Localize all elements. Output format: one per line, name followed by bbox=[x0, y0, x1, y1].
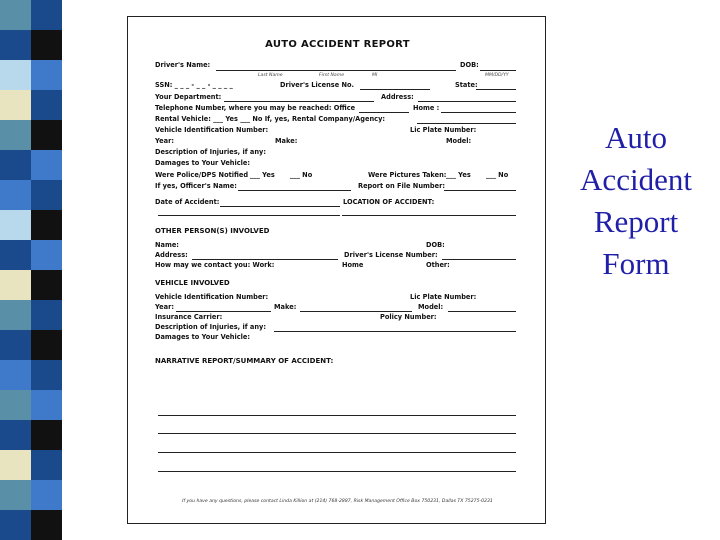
stripe-cell bbox=[31, 120, 62, 150]
vehicle-lic-plate-label: Lic Plate Number: bbox=[410, 293, 477, 301]
stripe-cell bbox=[0, 150, 31, 180]
narrative-line-4[interactable] bbox=[158, 471, 516, 472]
stripe-cell bbox=[0, 0, 31, 30]
report-on-file-label: Report on File Number: bbox=[358, 182, 445, 190]
slide-title-line-1: Auto bbox=[605, 120, 667, 155]
stripe-cell bbox=[0, 390, 31, 420]
stripe-row bbox=[0, 270, 62, 300]
stripe-row bbox=[0, 390, 62, 420]
stripe-cell bbox=[31, 270, 62, 300]
stripe-row bbox=[0, 120, 62, 150]
narrative-line-2[interactable] bbox=[158, 433, 516, 434]
decorative-stripe bbox=[0, 0, 62, 540]
stripe-cell bbox=[31, 300, 62, 330]
model-label: Model: bbox=[446, 137, 472, 145]
state-line[interactable] bbox=[476, 89, 516, 90]
stripe-cell bbox=[31, 450, 62, 480]
accident-line-2[interactable] bbox=[342, 215, 516, 216]
dob-line[interactable] bbox=[480, 70, 516, 71]
accident-line-1[interactable] bbox=[158, 215, 340, 216]
stripe-cell bbox=[31, 510, 62, 540]
pictures-yes-option[interactable]: ___ Yes bbox=[446, 171, 471, 179]
address-label: Address: bbox=[381, 93, 414, 101]
stripe-cell bbox=[31, 330, 62, 360]
stripe-cell bbox=[0, 480, 31, 510]
stripe-row bbox=[0, 210, 62, 240]
police-notified-label: Were Police/DPS Notified bbox=[155, 171, 249, 179]
vehicle-year-line[interactable] bbox=[176, 311, 271, 312]
state-label: State: bbox=[455, 81, 478, 89]
stripe-cell bbox=[0, 90, 31, 120]
stripe-cell bbox=[0, 270, 31, 300]
stripe-cell bbox=[0, 360, 31, 390]
stripe-cell bbox=[0, 240, 31, 270]
stripe-cell bbox=[31, 180, 62, 210]
stripe-cell bbox=[31, 0, 62, 30]
stripe-row bbox=[0, 480, 62, 510]
other-address-line[interactable] bbox=[192, 259, 338, 260]
stripe-cell bbox=[0, 30, 31, 60]
stripe-cell bbox=[31, 420, 62, 450]
home-phone-line[interactable] bbox=[441, 112, 516, 113]
vehicle-desc-injuries-label: Description of Injuries, if any: bbox=[155, 323, 266, 331]
vehicle-model-line[interactable] bbox=[448, 311, 516, 312]
drivers-license-no-line[interactable] bbox=[360, 89, 430, 90]
mi-caption: MI bbox=[372, 73, 378, 78]
stripe-row bbox=[0, 150, 62, 180]
stripe-row bbox=[0, 180, 62, 210]
vehicle-involved-heading: VEHICLE INVOLVED bbox=[155, 279, 230, 287]
make-label: Make: bbox=[275, 137, 298, 145]
ssn-label: SSN: _ _ _ - _ _ - _ _ _ _ bbox=[155, 81, 233, 89]
pictures-no-option[interactable]: ___ No bbox=[486, 171, 509, 179]
lic-plate-label: Lic Plate Number: bbox=[410, 126, 477, 134]
policy-number-label: Policy Number: bbox=[380, 313, 437, 321]
police-yes-option[interactable]: ___ Yes bbox=[250, 171, 275, 179]
stripe-row bbox=[0, 300, 62, 330]
damages-label: Damages to Your Vehicle: bbox=[155, 159, 251, 167]
slide-title-line-4: Form bbox=[602, 246, 670, 281]
stripe-cell bbox=[31, 150, 62, 180]
stripe-row bbox=[0, 90, 62, 120]
insurance-carrier-label: Insurance Carrier: bbox=[155, 313, 223, 321]
desc-injuries-label: Description of Injuries, if any: bbox=[155, 148, 266, 156]
other-name-label: Name: bbox=[155, 241, 179, 249]
rental-company-line[interactable] bbox=[417, 123, 516, 124]
stripe-row bbox=[0, 60, 62, 90]
stripe-row bbox=[0, 360, 62, 390]
stripe-cell bbox=[31, 480, 62, 510]
vehicle-vin-label: Vehicle Identification Number: bbox=[155, 293, 269, 301]
vehicle-make-label: Make: bbox=[274, 303, 297, 311]
stripe-row bbox=[0, 510, 62, 540]
stripe-row bbox=[0, 240, 62, 270]
stripe-cell bbox=[0, 180, 31, 210]
stripe-cell bbox=[0, 60, 31, 90]
form-title: AUTO ACCIDENT REPORT bbox=[265, 39, 410, 50]
vehicle-model-label: Model: bbox=[418, 303, 444, 311]
your-department-line[interactable] bbox=[224, 101, 374, 102]
other-drivers-license-label: Driver's License Number: bbox=[344, 251, 438, 259]
slide-title bbox=[556, 117, 716, 285]
stripe-cell bbox=[31, 90, 62, 120]
date-of-accident-label: Date of Accident: bbox=[155, 198, 220, 206]
home-phone-label: Home : bbox=[413, 104, 440, 112]
other-address-label: Address: bbox=[155, 251, 188, 259]
office-phone-line[interactable] bbox=[359, 112, 409, 113]
stripe-cell bbox=[31, 240, 62, 270]
stripe-cell bbox=[31, 210, 62, 240]
stripe-cell bbox=[0, 420, 31, 450]
location-of-accident-label: LOCATION OF ACCIDENT: bbox=[343, 198, 435, 206]
year-label: Year: bbox=[155, 137, 174, 145]
accident-report-form bbox=[127, 16, 546, 524]
stripe-cell bbox=[31, 360, 62, 390]
officers-name-line[interactable] bbox=[238, 190, 351, 191]
rental-vehicle-label: Rental Vehicle: ___ Yes ___ No If, yes, Rental Company/Agency: bbox=[155, 115, 386, 123]
vehicle-damages-label: Damages to Your Vehicle: bbox=[155, 333, 251, 341]
contact-home-label: Home bbox=[342, 261, 364, 269]
narrative-line-3[interactable] bbox=[158, 452, 516, 453]
stripe-cell bbox=[0, 300, 31, 330]
stripe-cell bbox=[0, 450, 31, 480]
police-no-option[interactable]: ___ No bbox=[290, 171, 313, 179]
footer-note: If you have any questions, please contact Linda Killion at (214) 768-2887, Risk Management Office Box 750231, Dallas TX 75275-0231 bbox=[182, 499, 493, 504]
stripe-cell bbox=[0, 510, 31, 540]
date-of-accident-line[interactable] bbox=[220, 206, 340, 207]
narrative-heading: NARRATIVE REPORT/SUMMARY OF ACCIDENT: bbox=[155, 357, 334, 365]
contact-other-label: Other: bbox=[426, 261, 450, 269]
stripe-row bbox=[0, 330, 62, 360]
stripe-row bbox=[0, 450, 62, 480]
last-name-caption: Last Name bbox=[258, 73, 283, 78]
address-line[interactable] bbox=[418, 101, 516, 102]
stripe-cell bbox=[31, 60, 62, 90]
stripe-cell bbox=[0, 330, 31, 360]
telephone-label: Telephone Number, where you may be reached: Office bbox=[155, 104, 356, 112]
drivers-license-no-label: Driver's License No. bbox=[280, 81, 355, 89]
slide-title-line-3: Report bbox=[593, 204, 679, 239]
other-persons-heading: OTHER PERSON(S) INVOLVED bbox=[155, 227, 270, 235]
mm-dd-yy-caption: MM/DD/YY bbox=[485, 73, 509, 78]
narrative-line-1[interactable] bbox=[158, 415, 516, 416]
stripe-cell bbox=[31, 390, 62, 420]
report-on-file-line[interactable] bbox=[444, 190, 516, 191]
drivers-name-line[interactable] bbox=[216, 70, 456, 71]
officers-name-label: If yes, Officer's Name: bbox=[155, 182, 237, 190]
stripe-row bbox=[0, 420, 62, 450]
pictures-taken-label: Were Pictures Taken: bbox=[368, 171, 447, 179]
first-name-caption: First Name bbox=[319, 73, 345, 78]
other-drivers-license-line[interactable] bbox=[442, 259, 516, 260]
vehicle-year-label: Year: bbox=[155, 303, 174, 311]
vehicle-desc-injuries-line[interactable] bbox=[274, 331, 516, 332]
stripe-cell bbox=[0, 120, 31, 150]
slide-title-line-2: Accident bbox=[580, 162, 692, 197]
stripe-cell bbox=[31, 30, 62, 60]
dob-label: DOB: bbox=[460, 61, 479, 69]
other-dob-label: DOB: bbox=[426, 241, 445, 249]
stripe-row bbox=[0, 0, 62, 30]
contact-label: How may we contact you: Work: bbox=[155, 261, 275, 269]
drivers-name-label: Driver's Name: bbox=[155, 61, 211, 69]
your-department-label: Your Department: bbox=[155, 93, 222, 101]
vehicle-make-line[interactable] bbox=[300, 311, 412, 312]
vin-label: Vehicle Identification Number: bbox=[155, 126, 269, 134]
stripe-cell bbox=[0, 210, 31, 240]
stripe-row bbox=[0, 30, 62, 60]
